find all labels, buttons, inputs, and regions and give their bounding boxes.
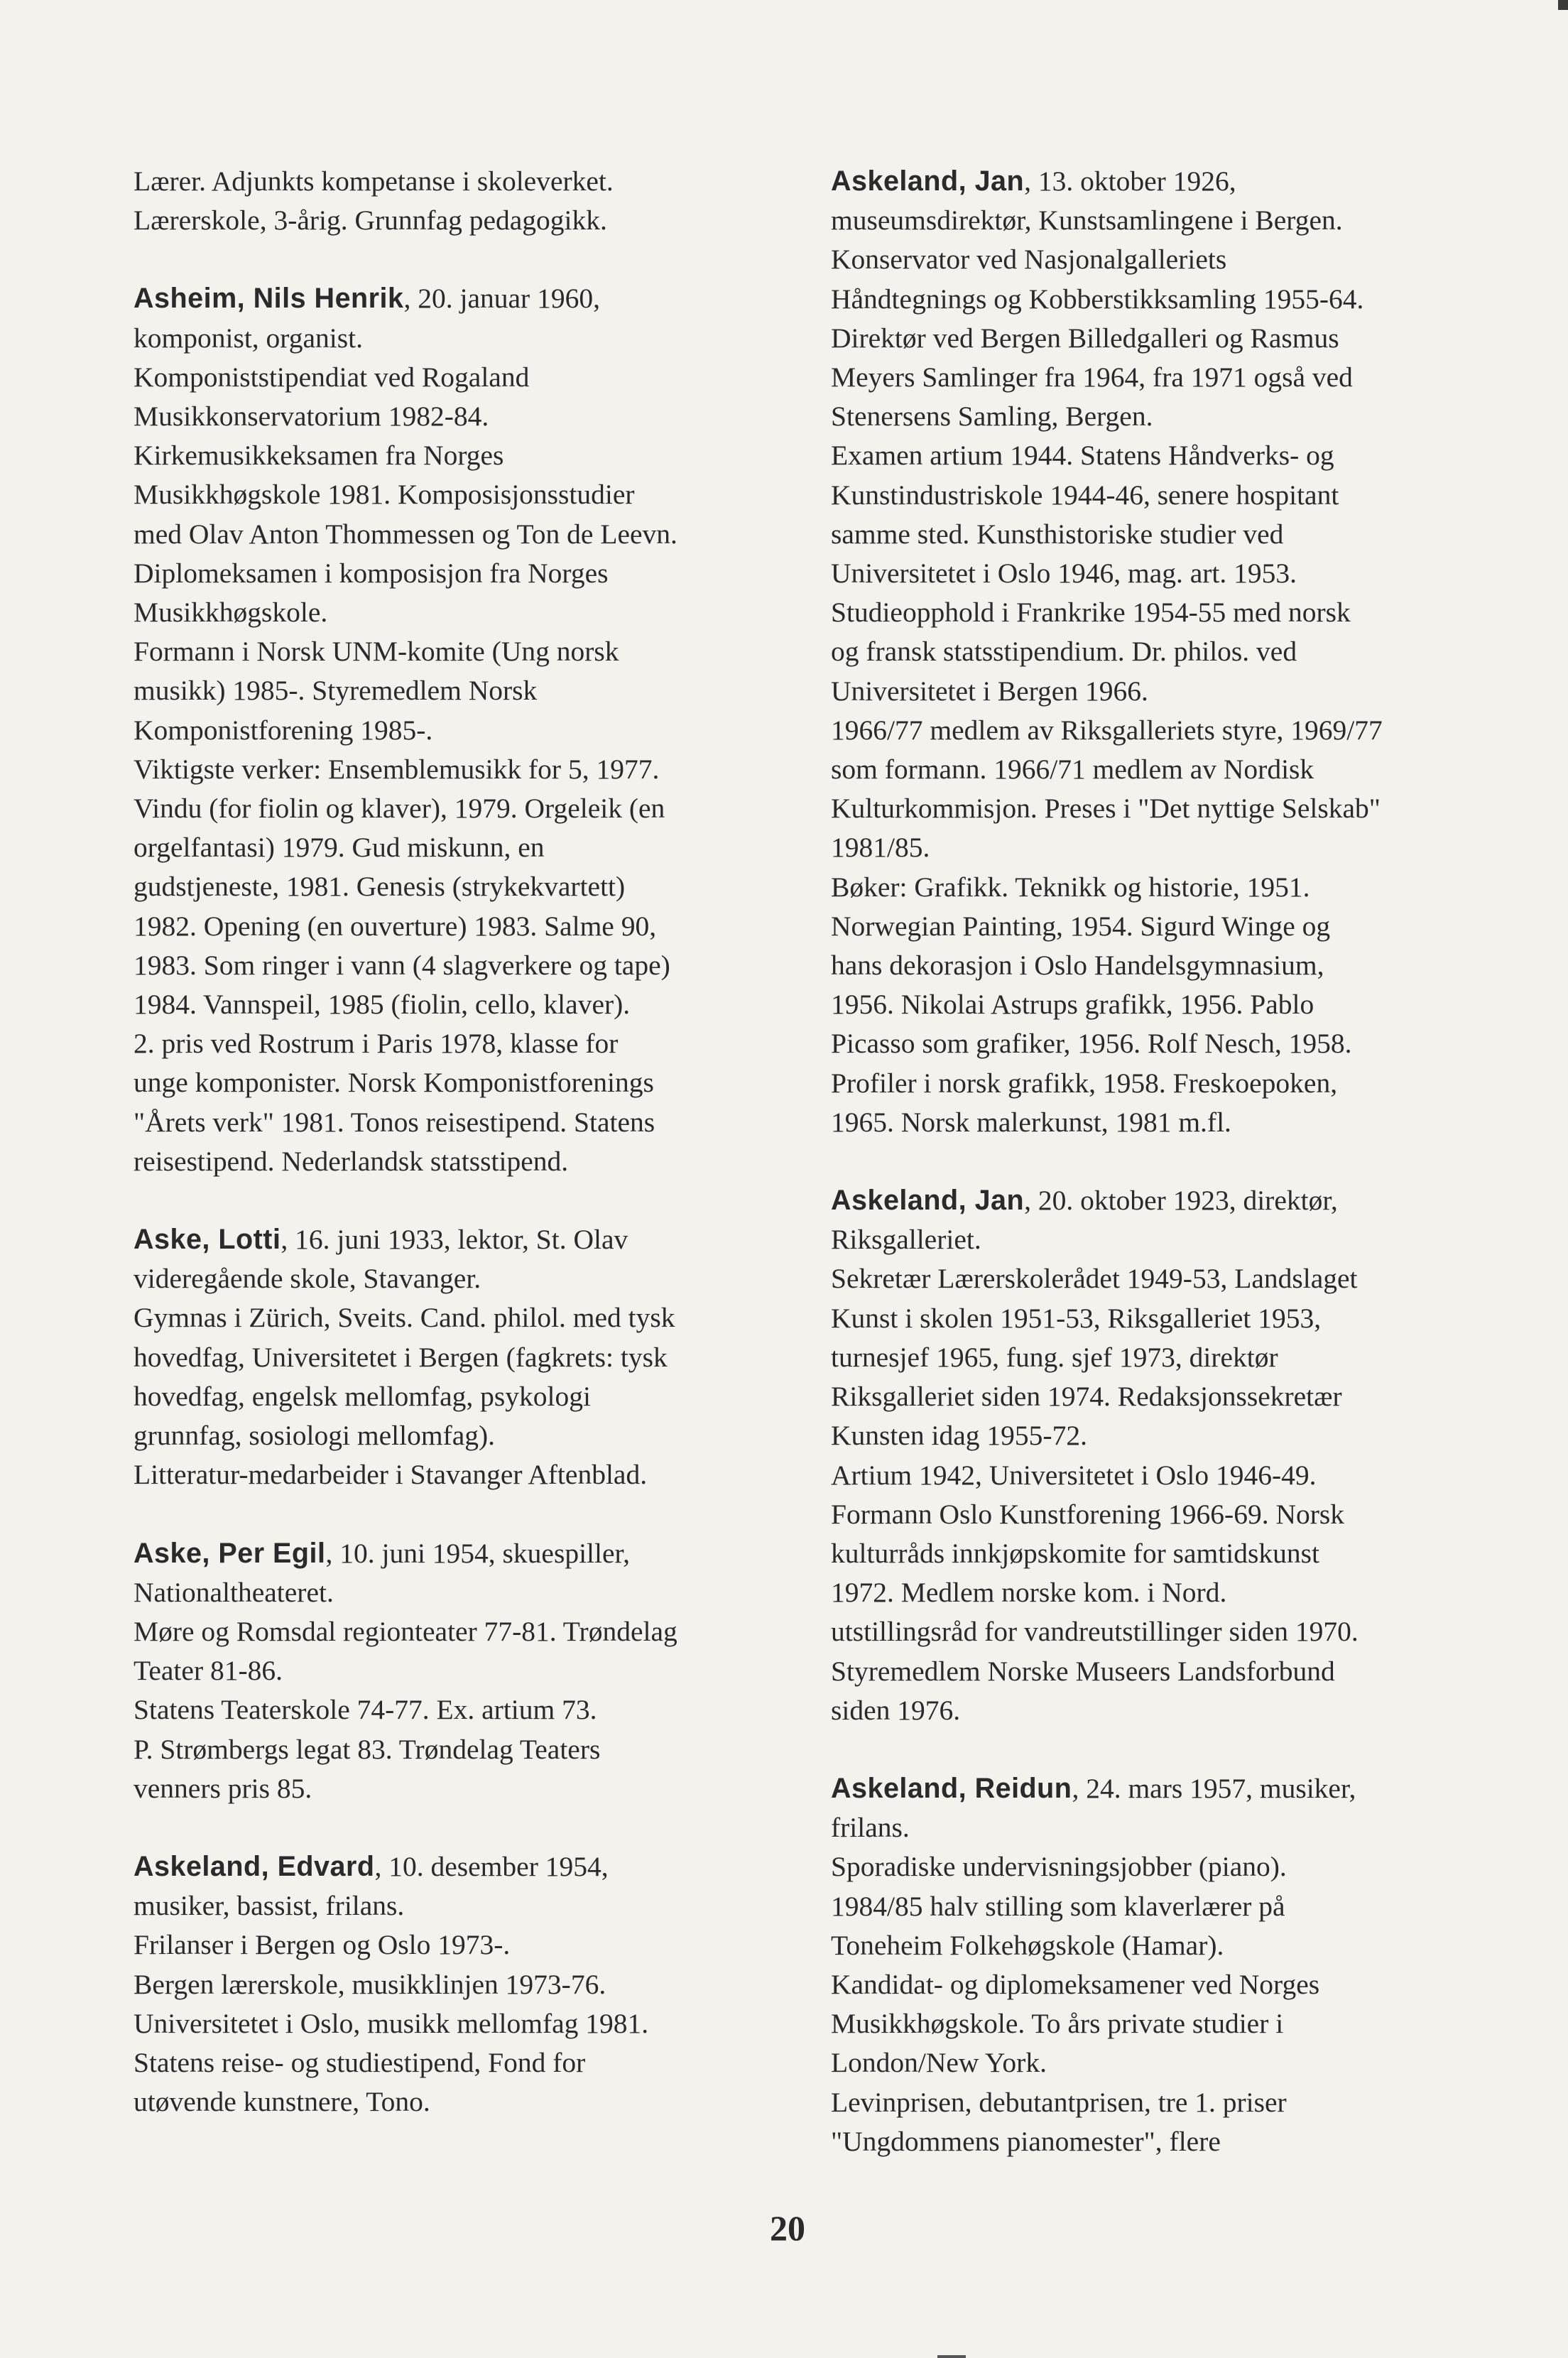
entry-text: grunnfag, sosiologi mellomfag).: [134, 1420, 496, 1452]
entry-line: [134, 554, 801, 593]
entry-line: [134, 1103, 801, 1142]
biography-entry: [134, 279, 801, 1181]
entry-text: Nationaltheateret.: [134, 1576, 334, 1608]
entry-line: [134, 632, 801, 671]
entry-text: P. Strømbergs legat 83. Trøndelag Teaters: [134, 1733, 601, 1765]
entry-text: samme sted. Kunsthistoriske studier ved: [831, 518, 1284, 550]
entry-text: 1972. Medlem norske kom. i Nord.: [831, 1577, 1227, 1609]
entry-line: [831, 201, 1513, 240]
entry-line: [831, 1299, 1513, 1338]
entry-line: [134, 1063, 801, 1102]
entry-text: Kirkemusikkeksamen fra Norges: [134, 440, 504, 472]
entry-line: [831, 1808, 1513, 1847]
entry-text: Direktør ved Bergen Billedgalleri og Rasmus: [831, 322, 1339, 354]
entry-line: [134, 907, 801, 946]
entry-line: [831, 1769, 1513, 1808]
entry-line: [134, 789, 801, 828]
entry-line: [831, 1416, 1513, 1455]
entry-text: Vindu (for fiolin og klaver), 1979. Orgeleik (en: [134, 793, 665, 825]
entry-line: [831, 436, 1513, 475]
entry-line: [831, 2043, 1513, 2082]
entry-line: [831, 515, 1513, 554]
entry-line: [134, 946, 801, 985]
entry-text: Profiler i norsk grafikk, 1958. Freskoepoken,: [831, 1067, 1338, 1099]
entry-line: [831, 2122, 1513, 2161]
entry-text: Kunst i skolen 1951-53, Riksgalleriet 1953,: [831, 1302, 1322, 1334]
entry-name: Askeland, Reidun: [831, 1772, 1072, 1804]
biography-entry: [831, 162, 1513, 1142]
entry-line: [831, 1965, 1513, 2004]
entry-line: [134, 1886, 801, 1925]
entry-text: , 13. oktober 1926,: [1024, 165, 1236, 197]
entry-text: Toneheim Folkehøgskole (Hamar).: [831, 1929, 1224, 1961]
biography-entry: [134, 1220, 801, 1494]
entry-line: [134, 515, 801, 554]
entry-line: [831, 1534, 1513, 1573]
entry-line: [831, 319, 1513, 358]
entry-line: [831, 397, 1513, 436]
biography-entry: [134, 162, 801, 240]
entry-line: [134, 1690, 801, 1729]
entry-text: som formann. 1966/71 medlem av Nordisk: [831, 754, 1314, 786]
entry-line: [831, 358, 1513, 397]
entry-line: [134, 1377, 801, 1416]
entry-line: [831, 162, 1513, 201]
entry-line: [831, 2083, 1513, 2122]
entry-name: Askeland, Jan: [831, 165, 1025, 197]
entry-text: Komponiststipendiat ved Rogaland: [134, 361, 530, 393]
entry-line: [134, 2043, 801, 2082]
entry-line: [134, 1259, 801, 1298]
entry-line: [134, 319, 801, 358]
entry-line: [831, 711, 1513, 750]
entry-line: [134, 1612, 801, 1651]
entry-line: [831, 2004, 1513, 2043]
entry-name: Askeland, Jan: [831, 1185, 1025, 1217]
entry-line: [831, 554, 1513, 593]
entry-text: Musikkhøgskole.: [134, 597, 328, 629]
entry-line: [831, 946, 1513, 985]
entry-text: "Ungdommens pianomester", flere: [831, 2125, 1221, 2157]
entry-line: [134, 162, 801, 201]
left-column: [134, 162, 801, 2161]
entry-line: [831, 907, 1513, 946]
entry-text: Picasso som grafiker, 1956. Rolf Nesch, 1958.: [831, 1028, 1352, 1060]
entry-text: venners pris 85.: [134, 1772, 312, 1804]
entry-line: [831, 1064, 1513, 1103]
entry-text: , 20. januar 1960,: [403, 283, 600, 315]
entry-name: Aske, Lotti: [134, 1224, 281, 1256]
entry-line: [831, 1926, 1513, 1965]
entry-line: [134, 1847, 801, 1886]
entry-line: [831, 1847, 1513, 1886]
entry-line: [134, 1573, 801, 1612]
entry-line: [134, 2082, 801, 2121]
entry-text: musiker, bassist, frilans.: [134, 1890, 405, 1922]
entry-line: [831, 593, 1513, 632]
entry-text: Musikkhøgskole 1981. Komposisjonsstudier: [134, 479, 635, 511]
entry-name: Asheim, Nils Henrik: [134, 283, 404, 315]
entry-text: 1965. Norsk malerkunst, 1981 m.fl.: [831, 1106, 1231, 1138]
entry-line: [831, 1103, 1513, 1142]
entry-text: Sporadiske undervisningsjobber (piano).: [831, 1851, 1287, 1883]
entry-line: [134, 1965, 801, 2004]
entry-text: Lærer. Adjunkts kompetanse i skoleverket.: [134, 165, 614, 197]
entry-text: Statens reise- og studiestipend, Fond for: [134, 2046, 586, 2078]
entry-text: siden 1976.: [831, 1694, 961, 1726]
scan-corner-mark: [1558, 0, 1568, 10]
entry-text: , 16. juni 1933, lektor, St. Olav: [281, 1224, 628, 1256]
entry-text: hans dekorasjon i Oslo Handelsgymnasium,: [831, 950, 1324, 982]
entry-text: med Olav Anton Thommessen og Ton de Leevn.: [134, 518, 677, 550]
entry-text: Litteratur-medarbeider i Stavanger Aftenblad.: [134, 1459, 648, 1491]
entry-line: [831, 1181, 1513, 1220]
entry-line: [134, 1769, 801, 1808]
biography-entry: [134, 1534, 801, 1808]
right-column: [831, 162, 1513, 2200]
scan-edge-mark: [937, 2355, 966, 2358]
entry-text: Universitetet i Oslo 1946, mag. art. 1953.: [831, 558, 1297, 590]
entry-line: [134, 671, 801, 710]
entry-text: Riksgalleriet siden 1974. Redaksjonssekretær: [831, 1381, 1342, 1413]
entry-text: Formann i Norsk UNM-komite (Ung norsk: [134, 636, 619, 668]
entry-text: utøvende kunstnere, Tono.: [134, 2086, 430, 2118]
entry-line: [831, 1573, 1513, 1612]
entry-text: Lærerskole, 3-årig. Grunnfag pedagogikk.: [134, 205, 607, 237]
entry-text: gudstjeneste, 1981. Genesis (strykekvartett): [134, 871, 626, 903]
entry-text: hovedfag, engelsk mellomfag, psykologi: [134, 1380, 591, 1412]
entry-text: Levinprisen, debutantprisen, tre 1. priser: [831, 2086, 1287, 2118]
entry-line: [831, 1612, 1513, 1651]
entry-line: [134, 279, 801, 318]
entry-text: komponist, organist.: [134, 322, 363, 354]
entry-line: [134, 1220, 801, 1259]
entry-line: [831, 1259, 1513, 1298]
entry-text: Håndtegnings og Kobberstikksamling 1955-64.: [831, 283, 1364, 315]
entry-line: [134, 1338, 801, 1377]
entry-line: [134, 1298, 801, 1337]
entry-line: [134, 1024, 801, 1063]
entry-line: [831, 828, 1513, 867]
entry-text: Formann Oslo Kunstforening 1966-69. Norsk: [831, 1498, 1345, 1530]
entry-text: Viktigste verker: Ensemblemusikk for 5, 1977.: [134, 753, 660, 785]
entry-line: [134, 1925, 801, 1965]
entry-text: turnesjef 1965, fung. sjef 1973, direktør: [831, 1341, 1278, 1373]
entry-line: [134, 1730, 801, 1769]
entry-text: "Årets verk" 1981. Tonos reisestipend. Statens: [134, 1106, 655, 1138]
entry-text: musikk) 1985-. Styremedlem Norsk: [134, 675, 538, 707]
entry-text: Frilanser i Bergen og Oslo 1973-.: [134, 1929, 511, 1961]
entry-line: [134, 985, 801, 1024]
biography-entry: [831, 1181, 1513, 1730]
entry-text: Examen artium 1944. Statens Håndverks- og: [831, 440, 1334, 472]
entry-text: Bergen lærerskole, musikklinjen 1973-76.: [134, 1968, 606, 2000]
entry-name: Askeland, Edvard: [134, 1850, 375, 1882]
entry-text: Universitetet i Oslo, musikk mellomfag 1981.: [134, 2007, 649, 2039]
entry-text: 1966/77 medlem av Riksgalleriets styre, 1969/77: [831, 714, 1383, 746]
entry-line: [134, 1651, 801, 1690]
entry-text: Konservator ved Nasjonalgalleriets: [831, 244, 1227, 276]
entry-text: kulturråds innkjøpskomite for samtidskunst: [831, 1537, 1319, 1569]
entry-text: frilans.: [831, 1812, 910, 1844]
entry-text: , 10. desember 1954,: [374, 1850, 609, 1882]
entry-line: [831, 1456, 1513, 1495]
entry-text: 2. pris ved Rostrum i Paris 1978, klasse for: [134, 1028, 619, 1060]
entry-text: Komponistforening 1985-.: [134, 714, 433, 746]
entry-text: orgelfantasi) 1979. Gud miskunn, en: [134, 832, 545, 864]
entry-line: [134, 867, 801, 906]
entry-line: [831, 1495, 1513, 1534]
entry-text: Kulturkommisjon. Preses i "Det nyttige Selskab": [831, 793, 1381, 825]
entry-text: Musikkhøgskole. To års private studier i: [831, 2008, 1284, 2040]
entry-line: [831, 1691, 1513, 1730]
entry-text: , 10. juni 1954, skuespiller,: [325, 1537, 630, 1569]
entry-text: Musikkonservatorium 1982-84.: [134, 401, 489, 433]
entry-text: unge komponister. Norsk Komponistforenings: [134, 1067, 654, 1099]
entry-text: Riksgalleriet.: [831, 1224, 981, 1256]
entry-line: [134, 358, 801, 397]
entry-line: [134, 711, 801, 750]
entry-text: 1982. Opening (en ouverture) 1983. Salme 90,: [134, 910, 657, 942]
entry-line: [134, 1142, 801, 1181]
entry-text: reisestipend. Nederlandsk statsstipend.: [134, 1145, 569, 1177]
entry-line: [134, 1455, 801, 1494]
entry-line: [831, 476, 1513, 515]
entry-line: [831, 1377, 1513, 1416]
entry-line: [134, 1534, 801, 1573]
entry-text: utstillingsråd for vandreutstillinger siden 1970.: [831, 1616, 1359, 1648]
entry-text: , 20. oktober 1923, direktør,: [1024, 1185, 1338, 1217]
entry-text: museumsdirektør, Kunstsamlingene i Bergen.: [831, 205, 1343, 237]
entry-text: Kunstindustriskole 1944-46, senere hospitant: [831, 479, 1339, 511]
entry-text: Kandidat- og diplomeksamener ved Norges: [831, 1968, 1320, 2000]
entry-text: Meyers Samlinger fra 1964, fra 1971 også ved: [831, 362, 1353, 393]
entry-text: Statens Teaterskole 74-77. Ex. artium 73.: [134, 1694, 597, 1726]
entry-line: [831, 280, 1513, 319]
entry-text: Kunsten idag 1955-72.: [831, 1420, 1087, 1452]
entry-text: Stenersens Samling, Bergen.: [831, 401, 1153, 433]
entry-text: Bøker: Grafikk. Teknikk og historie, 1951.: [831, 871, 1310, 903]
entry-line: [134, 750, 801, 789]
entry-line: [831, 985, 1513, 1024]
entry-text: 1984/85 halv stilling som klaverlærer på: [831, 1890, 1285, 1922]
biography-entry: [831, 1769, 1513, 2161]
entry-line: [134, 201, 801, 240]
entry-line: [831, 789, 1513, 828]
entry-text: videregående skole, Stavanger.: [134, 1263, 481, 1295]
entry-text: Norwegian Painting, 1954. Sigurd Winge og: [831, 910, 1331, 942]
entry-text: og fransk statsstipendium. Dr. philos. ved: [831, 636, 1297, 668]
entry-text: 1983. Som ringer i vann (4 slagverkere og tape): [134, 949, 670, 981]
entry-text: Diplomeksamen i komposisjon fra Norges: [134, 557, 609, 589]
entry-line: [831, 632, 1513, 671]
page-number: 20: [770, 2208, 805, 2248]
entry-line: [831, 672, 1513, 711]
biography-entry: [134, 1847, 801, 2121]
entry-text: Møre og Romsdal regionteater 77-81. Trøndelag: [134, 1615, 677, 1647]
entry-text: Artium 1942, Universitetet i Oslo 1946-49.: [831, 1459, 1317, 1491]
entry-text: 1981/85.: [831, 832, 930, 864]
entry-text: 1956. Nikolai Astrups grafikk, 1956. Pablo: [831, 989, 1314, 1021]
entry-line: [831, 1220, 1513, 1259]
entry-line: [831, 868, 1513, 907]
entry-line: [134, 436, 801, 475]
entry-line: [134, 2004, 801, 2043]
entry-name: Aske, Per Egil: [134, 1537, 326, 1569]
entry-text: Gymnas i Zürich, Sveits. Cand. philol. med tysk: [134, 1302, 675, 1334]
entry-line: [831, 240, 1513, 279]
entry-line: [134, 475, 801, 514]
entry-line: [134, 1416, 801, 1455]
entry-line: [134, 593, 801, 632]
entry-text: hovedfag, Universitetet i Bergen (fagkrets: tysk: [134, 1341, 668, 1373]
entry-line: [134, 828, 801, 867]
entry-text: Styremedlem Norske Museers Landsforbund: [831, 1655, 1335, 1687]
entry-line: [831, 1338, 1513, 1377]
entry-line: [831, 1024, 1513, 1063]
entry-text: Studieopphold i Frankrike 1954-55 med norsk: [831, 597, 1351, 629]
entry-text: Teater 81-86.: [134, 1655, 283, 1687]
entry-text: 1984. Vannspeil, 1985 (fiolin, cello, klaver).: [134, 989, 631, 1021]
entry-line: [831, 1887, 1513, 1926]
entry-line: [134, 397, 801, 436]
entry-text: , 24. mars 1957, musiker,: [1072, 1772, 1356, 1804]
entry-text: London/New York.: [831, 2047, 1047, 2079]
entry-line: [831, 750, 1513, 789]
entry-text: Sekretær Lærerskolerådet 1949-53, Landslaget: [831, 1263, 1358, 1295]
entry-line: [831, 1652, 1513, 1691]
entry-text: Universitetet i Bergen 1966.: [831, 675, 1148, 707]
